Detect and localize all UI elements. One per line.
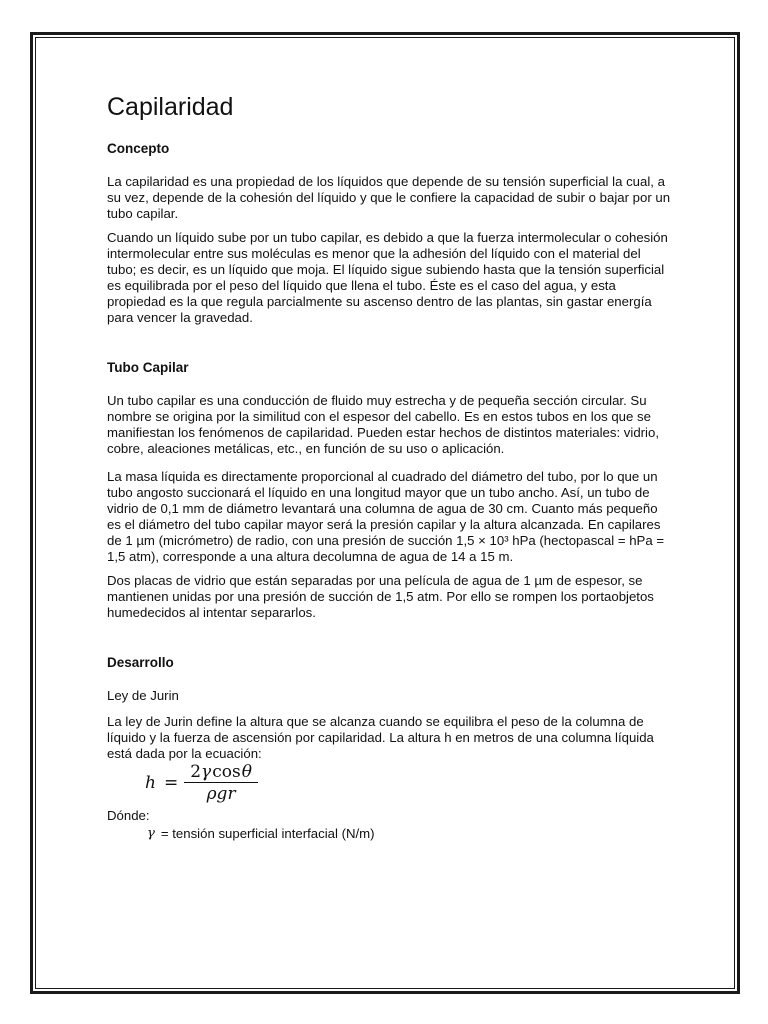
jurin-equation: [145, 764, 672, 802]
section-heading: Tubo Capilar: [107, 360, 189, 375]
subheading-ley-de-jurin: Ley de Jurin: [107, 688, 179, 703]
equation-equals: =: [163, 773, 179, 793]
definition-gamma: [147, 826, 672, 842]
paragraph: Un tubo capilar es una conducción de fluido muy estrecha y de pequeña sección circular. Su nombre se origina por la similitud con el espesor del cabello. Es en estos tubos en los que se manifiestan los fenómenos de capilaridad. Pueden estar hechos de distintos materiales: vidrio, cobre, aleaciones metálicas, etc., en función de su uso o aplicación.: [107, 393, 659, 456]
equation-denominator: ρgr: [206, 784, 236, 804]
section-concepto: [107, 141, 672, 326]
where-label: Dónde:: [107, 808, 150, 823]
page-title: Capilaridad: [107, 93, 234, 121]
paragraph: La capilaridad es una propiedad de los líquidos que depende de su tensión superficial la cual, a su vez, depende de la cohesión del líquido y que le confiere la capacidad de subir o bajar por un tubo capilar.: [107, 174, 671, 221]
paragraph: Cuando un líquido sube por un tubo capilar, es debido a que la fuerza intermolecular o cohesión intermolecular entre sus moléculas es menor que la adhesión del líquido con el material del tubo; es decir, es un líquido que moja. El líquido sigue subiendo hasta que la tensión superficial es equilibrada por el peso del líquido que llena el tubo. Éste es el caso del agua, y esta propiedad es la que regula parcialmente su ascenso dentro de las plantas, sin gastar energía para vencer la gravedad.: [107, 230, 668, 325]
section-heading: Concepto: [107, 141, 170, 156]
section-heading: Desarrollo: [107, 655, 174, 670]
paragraph: La masa líquida es directamente proporcional al cuadrado del diámetro del tubo, por lo que un tubo angosto succionará el líquido en una longitud mayor que un tubo ancho. Así, un tubo de vidrio de 0,1 mm de diámetro levantará una columna de agua de 30 cm. Cuanto más pequeño es el diámetro del tubo capilar mayor será la presión capilar y la altura alcanzada. En capilares de 1 µm (micrómetro) de radio, con una presión de succión 1,5 × 10³ hPa (hectopascal = hPa = 1,5 atm), corresponde a una altura decolumna de agua de 14 a 15 m.: [107, 469, 665, 564]
definition-text: = tensión superficial interfacial (N/m): [160, 826, 375, 841]
section-tubo-capilar: [107, 360, 672, 621]
equation-numerator: 2γcosθ: [184, 764, 258, 783]
equation-lhs: h: [145, 773, 156, 793]
equation-fraction: [184, 764, 258, 802]
paragraph: La ley de Jurin define la altura que se alcanza cuando se equilibra el peso de la columna de líquido y la fuerza de ascensión por capilaridad. La altura h en metros de una columna líquida está dada por la ecuación:: [107, 714, 654, 761]
section-desarrollo: [107, 655, 672, 842]
definition-symbol: γ: [147, 826, 155, 841]
document-body: [107, 92, 672, 842]
paragraph: Dos placas de vidrio que están separadas por una película de agua de 1 µm de espesor, se mantienen unidas por una presión de succión de 1,5 atm. Por ello se rompen los portaobjetos humedecidos al intentar separarlos.: [107, 573, 654, 620]
